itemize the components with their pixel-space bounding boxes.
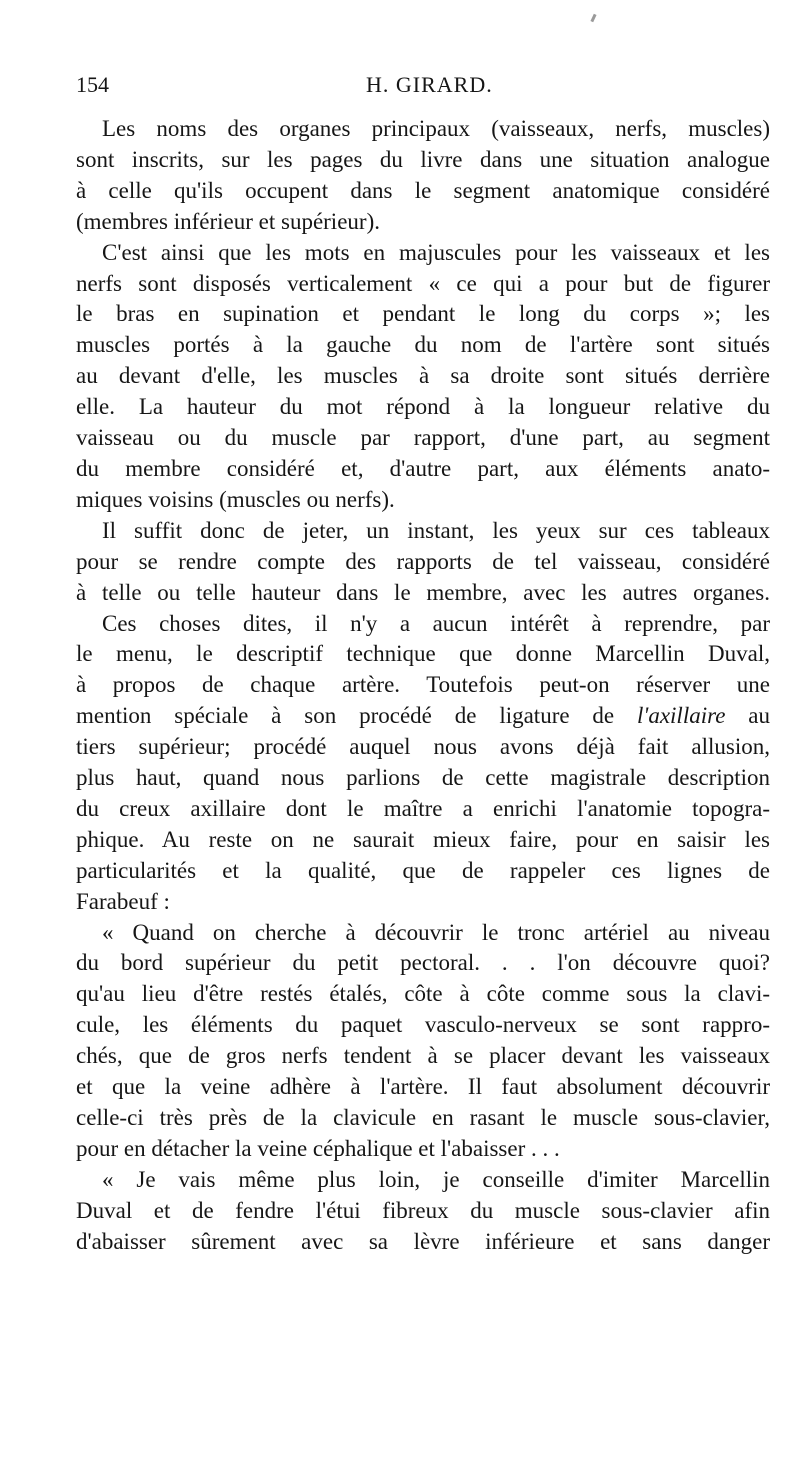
text-line: chés, que de gros nerfs tendent à se placer devant les vaisseaux [76, 1043, 770, 1069]
page-header [76, 72, 776, 106]
text-line: Les noms des organes principaux (vaisseaux, nerfs, muscles) [102, 116, 770, 141]
text-line: « Quand on cherche à découvrir le tronc artériel au niveau [102, 919, 770, 945]
paragraph-4 [76, 609, 770, 918]
text-line: cule, les éléments du paquet vasculo-nerveux se sont rappro- [76, 1012, 770, 1038]
text-line: à celle qu'ils occupent dans le segment anatomique considéré [76, 177, 770, 203]
text-segment: mention spéciale à son procédé de ligature de [76, 703, 638, 729]
text-line: qu'au lieu d'être restés étalés, côte à côte comme sous la clavi- [76, 981, 770, 1007]
italic-term: l'axillaire [637, 703, 726, 729]
text-line: Farabeuf : [76, 888, 170, 914]
running-head: H. GIRARD. [366, 72, 493, 97]
text-line: sont inscrits, sur les pages du livre dans une situation analogue [76, 146, 770, 172]
text-line: au devant d'elle, les muscles à sa droite sont situés derrière [76, 363, 770, 389]
text-line: à telle ou telle hauteur dans le membre, avec les autres organes. [76, 579, 770, 605]
text-line: plus haut, quand nous parlions de cette magistrale description [76, 765, 770, 791]
page-number: 154 [76, 72, 109, 97]
text-line: à propos de chaque artère. Toutefois peut-on réserver une [76, 672, 770, 698]
paragraph-3 [76, 516, 770, 609]
paragraph-2 [76, 238, 770, 516]
text-line: le bras en supination et pendant le long du corps »; les [76, 301, 770, 327]
paragraph-6 [76, 1165, 770, 1258]
text-segment: au [725, 703, 770, 729]
text-line: Ces choses dites, il n'y a aucun intérêt à reprendre, par [102, 610, 770, 636]
text-line: vaisseau ou du muscle par rapport, d'une part, au segment [76, 425, 770, 451]
ink-speck [590, 14, 596, 23]
text-line: d'abaisser sûrement avec sa lèvre inférieure et sans danger [76, 1228, 770, 1254]
text-line: et que la veine adhère à l'artère. Il faut absolument découvrir [76, 1074, 770, 1100]
text-line: Duval et de fendre l'étui fibreux du muscle sous-clavier afin [76, 1197, 770, 1223]
text-line: pour se rendre compte des rapports de tel vaisseau, considéré [76, 548, 770, 574]
paragraph-1 [76, 114, 770, 238]
paragraph-5 [76, 918, 770, 1165]
text-line: particularités et la qualité, que de rappeler ces lignes de [76, 857, 770, 883]
text-line: du creux axillaire dont le maître a enrichi l'anatomie topogra- [76, 795, 770, 821]
text-line: tiers supérieur; procédé auquel nous avons déjà fait allusion, [76, 734, 770, 760]
text-line: « Je vais même plus loin, je conseille d'imiter Marcellin [102, 1166, 770, 1192]
text-line: miques voisins (muscles ou nerfs). [76, 486, 395, 512]
text-line: muscles portés à la gauche du nom de l'artère sont situés [76, 332, 770, 358]
text-line: du membre considéré et, d'autre part, aux éléments anato- [76, 455, 770, 481]
text-line: du bord supérieur du petit pectoral. . . l'on découvre quoi? [76, 950, 770, 976]
text-line: C'est ainsi que les mots en majuscules pour les vaisseaux et les [102, 239, 770, 265]
text-line: le menu, le descriptif technique que donne Marcellin Duval, [76, 641, 770, 667]
text-line: celle-ci très près de la clavicule en rasant le muscle sous-clavier, [76, 1105, 770, 1130]
text-line: pour en détacher la veine céphalique et l'abaisser . . . [76, 1135, 560, 1161]
text-line: nerfs sont disposés verticalement « ce qui a pour but de figurer [76, 270, 770, 296]
text-line-with-italic [76, 701, 770, 732]
text-line: phique. Au reste on ne saurait mieux faire, pour en saisir les [76, 826, 770, 852]
text-line: (membres inférieur et supérieur). [76, 208, 380, 234]
body-text [76, 114, 770, 1258]
text-line: elle. La hauteur du mot répond à la longueur relative du [76, 394, 770, 420]
text-line: Il suffit donc de jeter, un instant, les yeux sur ces tableaux [102, 517, 770, 543]
